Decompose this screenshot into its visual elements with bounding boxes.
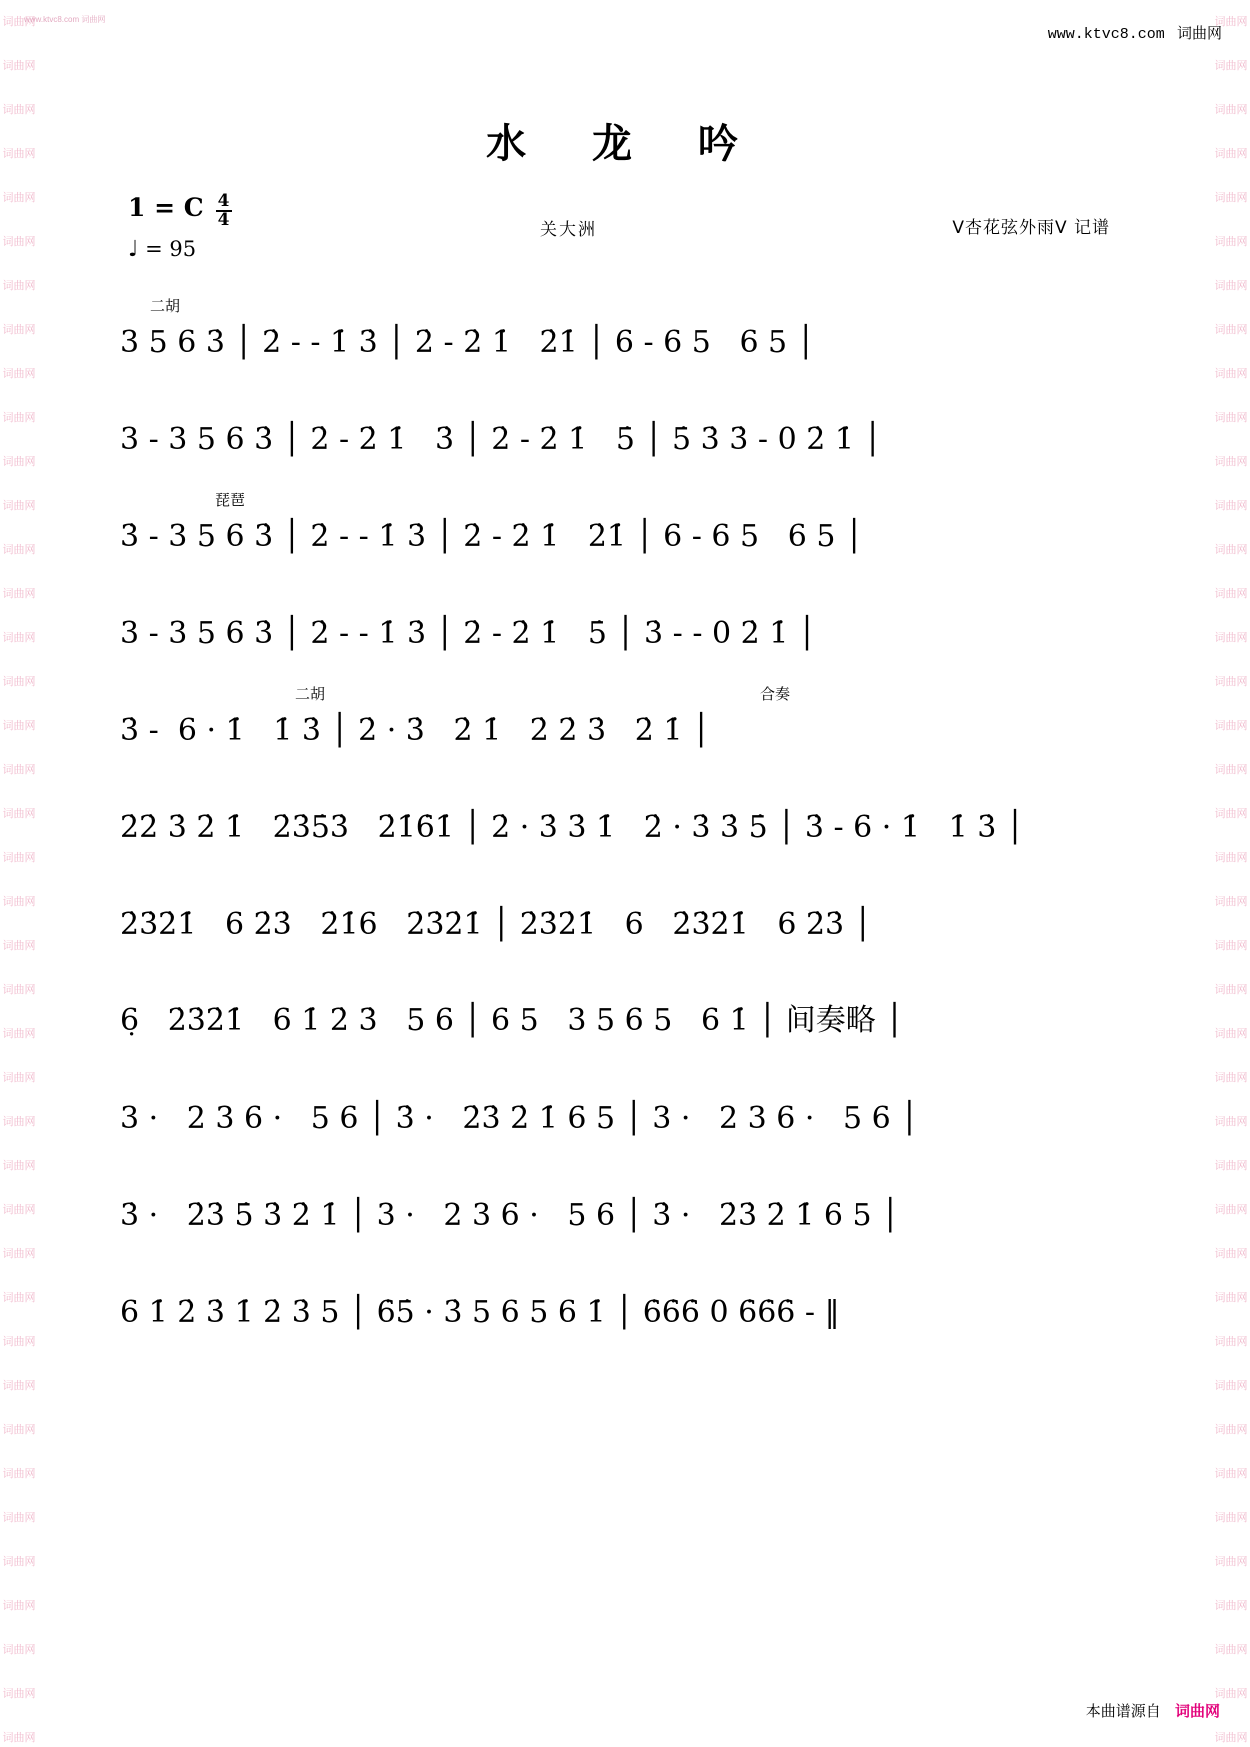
- watermark-top-left: www.ktvc8.com 词曲网: [24, 15, 106, 24]
- site-url: www.ktvc8.com: [1047, 26, 1165, 43]
- sheet-music: [110, 0, 1140, 1747]
- music-line: [110, 475, 1140, 572]
- quarter-note-icon: ♩: [128, 237, 139, 262]
- music-line: [110, 1057, 1140, 1154]
- notation-row: 3 5 6 3̇ │ 2̇ - - 1̇ 3̇ │ 2̇ - 2̇ 1̇ 2̇1̇ │ 6 - 6 5 6 5 │: [120, 325, 815, 360]
- notation-row: 6 1̇ 2̇ 3̇ 1̇ 2̇ 3̇ 5 │ 6̇5̇ · 3̇ 5 6 5 6 1̇ │ 6̇6̇6̇ 0 6̇6̇6̇ - ‖: [120, 1295, 840, 1330]
- footer-brand: 词曲网: [1174, 1703, 1220, 1720]
- staff-lines: [110, 281, 1140, 1348]
- time-signature: [216, 193, 232, 229]
- music-line: [110, 669, 1140, 766]
- music-line: [110, 863, 1140, 960]
- music-line: [110, 960, 1140, 1057]
- arranger-credit: V杏花弦外雨V 记谱: [952, 218, 1110, 238]
- credits-block: [110, 193, 1140, 263]
- notation-row: 3̇ - 6 · 1̇ 1̇ 3̇ │ 2̇ · 3̇ 2̇ 1̇ 2̇ 2̇ 3̇ 2̇ 1̇ │: [120, 713, 711, 748]
- instrument-mark-pipa: 琵琶: [215, 491, 246, 509]
- key-signature: 1 = C: [128, 193, 204, 222]
- music-line: [110, 572, 1140, 669]
- instrument-mark-erhu-2: 二胡: [295, 685, 326, 703]
- watermark-column-right: 词曲网 词曲网 词曲网 词曲网 词曲网 词曲网 词曲网 词曲网 词曲网 词曲网 词曲网 词曲网 词曲网 词曲网 词曲网 词曲网 词曲网 词曲网 词曲网 词曲网 词曲网 词曲网 词曲网 词曲网 词曲网 词曲网 词曲网 词曲网 词曲网 词曲网 词曲网 词曲网 词曲网 词曲网 词曲网 词曲网 词曲网 词曲网 词曲网 词曲网: [1214, 16, 1248, 1744]
- site-name: 词曲网: [1176, 25, 1222, 42]
- tempo-marking: [128, 237, 232, 262]
- key-tempo-block: [128, 193, 232, 262]
- composer-name: 关大洲: [540, 220, 597, 240]
- meter-denominator: 4: [217, 210, 230, 230]
- meter-numerator: 4: [217, 191, 230, 211]
- notation-row: 6̣ 2̇3̇2̇1̇ 6 1̇ 2̇ 3̇ 5 6 │ 6 5 3 5 6 5 6 1̇ │ 间奏略 │: [120, 1003, 904, 1038]
- notation-row: 3̇ · 2̇3̇ 5̇ 3̇ 2̇ 1̇ │ 3 · 2 3 6 · 5 6 │ 3̇ · 2̇3̇ 2̇ 1̇ 6 5 │: [120, 1198, 900, 1233]
- notation-row: 2̇2̇ 3̇ 2̇ 1̇ 2̇3̇5̇3̇ 2̇1̇6̇1̇ │ 2̇ · 3̇ 3̇ 1̇ 2̇ · 3̇ 3̇ 5̇ │ 3̇ - 6 · 1̇ 1̇ 3̇ │: [120, 810, 1024, 845]
- notation-row: 3 · 2 3 6 · 5 6 │ 3̇ · 2̇3̇ 2̇ 1̇ 6 5 │ 3 · 2 3 6 · 5 6 │: [120, 1101, 919, 1136]
- music-line: [110, 766, 1140, 863]
- page-title: 水 龙 吟: [486, 120, 764, 167]
- footer-source-text: 本曲谱源自: [1085, 1703, 1161, 1720]
- instrument-mark-ensemble: 合奏: [760, 685, 791, 703]
- music-line: [110, 281, 1140, 378]
- music-line: [110, 1154, 1140, 1251]
- notation-row: 3 - 3 5 6 3̇ │ 2̇ - - 1̇ 3̇ │ 2̇ - 2̇ 1̇ 5̇ │ 3̇ - - 0 2̇ 1̇ │: [120, 616, 816, 651]
- tempo-value: = 95: [145, 237, 197, 261]
- instrument-mark-erhu-1: 二胡: [150, 297, 181, 315]
- music-line: [110, 378, 1140, 475]
- notation-row: 3 - 3 5 6 3̇ │ 2̇ - 2̇ 1̇ 3̇ │ 2̇ - 2̇ 1̇ 5̇ │ 5̇ 3̇ 3̇ - 0 2̇ 1̇ │: [120, 422, 882, 457]
- music-line: [110, 1251, 1140, 1348]
- notation-row: 3̇ - 3 5 6 3̇ │ 2̇ - - 1̇ 3̇ │ 2̇ - 2̇ 1̇ 2̇1̇ │ 6 - 6 5 6 5 │: [120, 519, 864, 554]
- watermark-column-left: 词曲网 词曲网 词曲网 词曲网 词曲网 词曲网 词曲网 词曲网 词曲网 词曲网 词曲网 词曲网 词曲网 词曲网 词曲网 词曲网 词曲网 词曲网 词曲网 词曲网 词曲网 词曲网 词曲网 词曲网 词曲网 词曲网 词曲网 词曲网 词曲网 词曲网 词曲网 词曲网 词曲网 词曲网 词曲网 词曲网 词曲网 词曲网 词曲网 词曲网: [2, 16, 36, 1744]
- notation-row: 2̇3̇2̇1̇ 6 2̇3̇ 2̇1̇6 2̇3̇2̇1̇ │ 2̇3̇2̇1̇ 6 2̇3̇2̇1̇ 6 2̇3̇ │: [120, 907, 872, 942]
- footer-credit: [1086, 1700, 1220, 1721]
